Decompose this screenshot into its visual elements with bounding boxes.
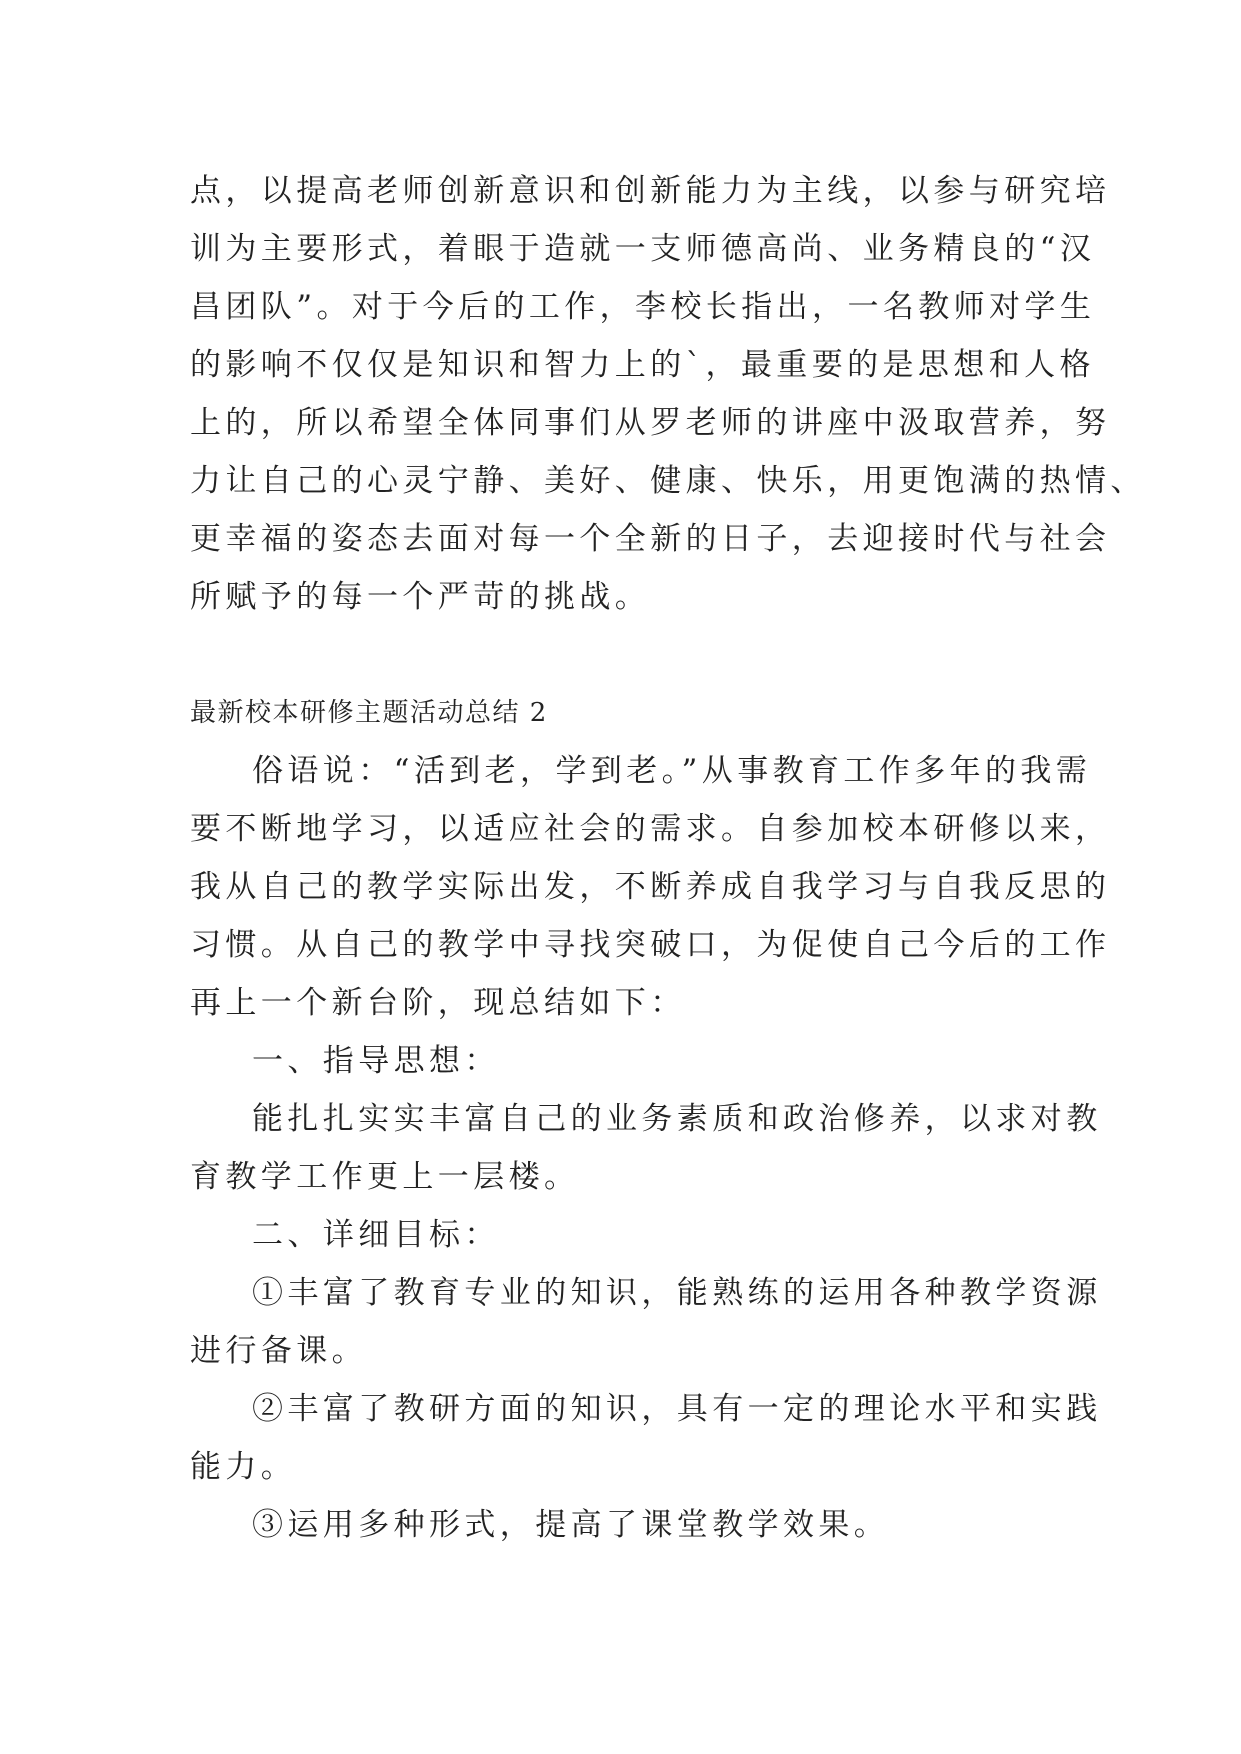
goal-item-2	[190, 1380, 1102, 1496]
paragraph-line: 训为主要形式，着眼于造就一支师德高尚、业务精良的“汉	[190, 231, 1096, 267]
heading-guiding-thought: 一、指导思想：	[252, 1043, 500, 1079]
paragraph-line: 要不断地学习，以适应社会的需求。自参加校本研修以来，	[190, 811, 1111, 847]
goal-item-1	[190, 1264, 1102, 1380]
paragraph-continued	[190, 162, 1146, 626]
paragraph-line: 育教学工作更上一层楼。	[190, 1159, 580, 1195]
paragraph-line: 再上一个新台阶，现总结如下：	[190, 985, 686, 1021]
paragraph-line: 点，以提高老师创新意识和创新能力为主线，以参与研究培	[190, 173, 1111, 209]
paragraph-guiding	[190, 1090, 1102, 1206]
paragraph-line: 昌团队”。对于今后的工作，李校长指出，一名教师对学生	[190, 289, 1096, 325]
section-title: 最新校本研修主题活动总结 2	[190, 698, 548, 728]
paragraph-line: 俗语说：“活到老，学到老。”从事教育工作多年的我需	[252, 753, 1092, 789]
heading-specific-goals: 二、详细目标：	[252, 1217, 500, 1253]
document-page	[190, 162, 1146, 1554]
paragraph-line: 能力。	[190, 1449, 297, 1485]
paragraph-line: 进行备课。	[190, 1333, 367, 1369]
paragraph-line: 上的，所以希望全体同事们从罗老师的讲座中汲取营养，努	[190, 405, 1111, 441]
paragraph-line: ②丰富了教研方面的知识，具有一定的理论水平和实践	[252, 1391, 1102, 1427]
paragraph-line: 能扎扎实实丰富自己的业务素质和政治修养，以求对教	[252, 1101, 1102, 1137]
paragraph-intro	[190, 742, 1111, 1032]
blank-line	[190, 626, 1060, 684]
paragraph-line: 更幸福的姿态去面对每一个全新的日子，去迎接时代与社会	[190, 521, 1111, 557]
paragraph-line: 的影响不仅仅是知识和智力上的`，最重要的是思想和人格	[190, 347, 1095, 383]
paragraph-line: 习惯。从自己的教学中寻找突破口，为促使自己今后的工作	[190, 927, 1111, 963]
goal-item-3: ③运用多种形式，提高了课堂教学效果。	[252, 1507, 890, 1543]
paragraph-line: 力让自己的心灵宁静、美好、健康、快乐，用更饱满的热情、	[190, 463, 1146, 499]
paragraph-line: 所赋予的每一个严苛的挑战。	[190, 579, 651, 615]
paragraph-line: ①丰富了教育专业的知识，能熟练的运用各种教学资源	[252, 1275, 1102, 1311]
paragraph-line: 我从自己的教学实际出发，不断养成自我学习与自我反思的	[190, 869, 1111, 905]
